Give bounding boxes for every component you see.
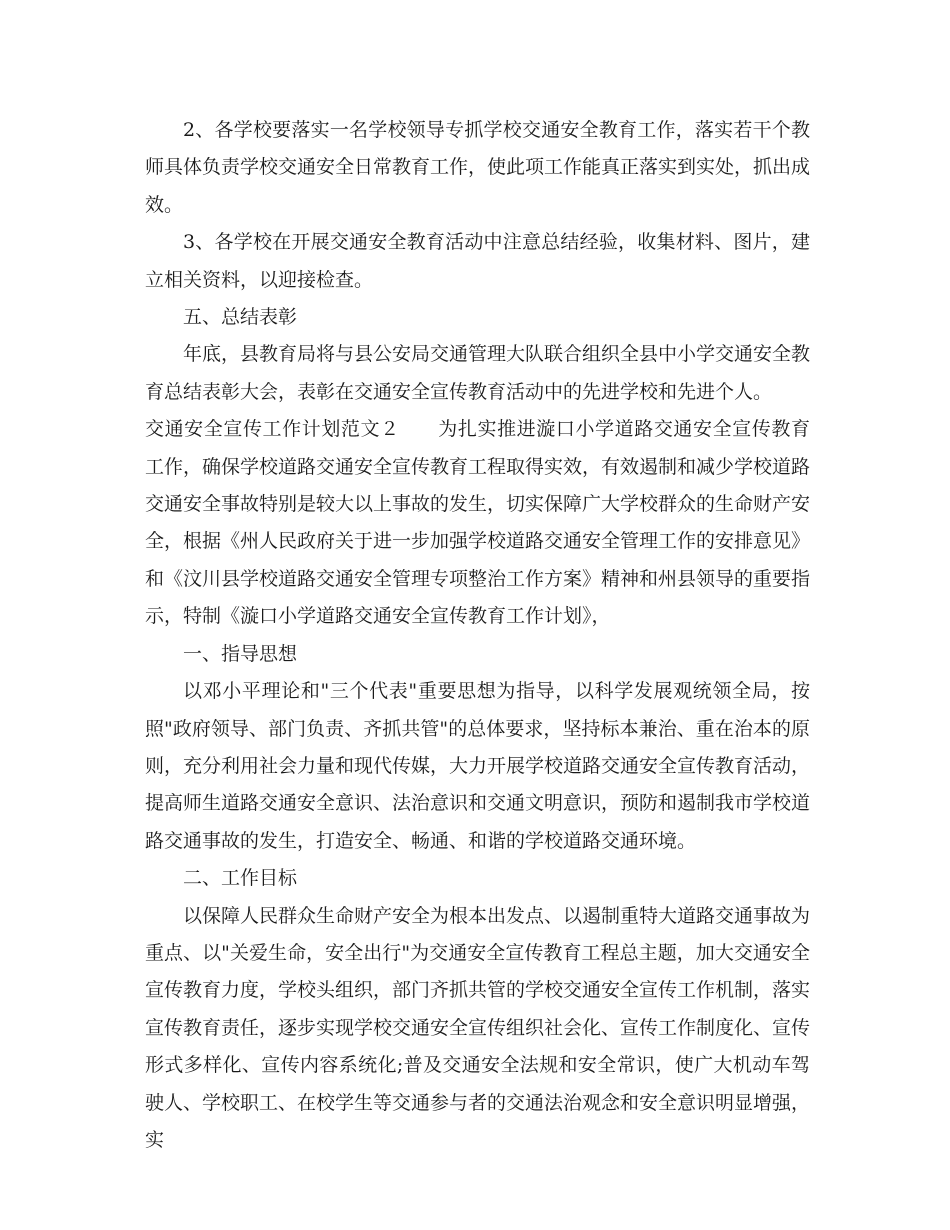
paragraph-plan-intro	[145, 411, 810, 635]
paragraph-item-2: 2、各学校要落实一名学校领导专抓学校交通安全教育工作，落实若干个教师具体负责学校交通安全日常教育工作，使此项工作能真正落实到实处，抓出成效。	[145, 119, 811, 216]
plan-title: 交通安全宣传工作计划范文２	[145, 418, 400, 441]
paragraph-guiding-ideology: 以邓小平理论和"三个代表"重要思想为指导，以科学发展观统领全局，按照"政府领导、部门负责、齐抓共管"的总体要求，坚持标本兼治、重在治本的原则，充分利用社会力量和现代传媒，大力开展学校道路交通安全宣传教育活动，提高师生道路交通安全意识、法治意识和交通文明意识，预防和遏制我市学校道路交通事故的发生，打造安全、畅通、和谐的学校道路交通环境。	[145, 680, 811, 852]
paragraph-item-3: 3、各学校在开展交通安全教育活动中注意总结经验，收集材料、图片，建立相关资料，以迎接检查。	[145, 231, 810, 291]
section-heading-work-goals: 二、工作目标	[183, 867, 298, 890]
plan-intro-text: 为扎实推进漩口小学道路交通安全宣传教育工作，确保学校道路交通安全宣传教育工程取得实效，有效遏制和减少学校道路交通安全事故特别是较大以上事故的发生，切实保障广大学校群众的生命财产安全，根据《州人民政府关于进一步加强学校道路交通安全管理工作的安排意见》和《汶川县学校道路交通安全管理专项整治工作方案》精神和州县领导的重要指示，特制《漩口小学道路交通安全宣传教育工作计划》，	[145, 418, 811, 628]
paragraph-work-goals: 以保障人民群众生命财产安全为根本出发点、以遏制重特大道路交通事故为重点、以"关爱生命，安全出行"为交通安全宣传教育工程总主题，加大交通安全宣传教育力度，学校头组织，部门齐抓共管的学校交通安全宣传工作机制，落实宣传教育责任，逐步实现学校交通安全宣传组织社会化、宣传工作制度化、宣传形式多样化、宣传内容系统化;普及交通安全法规和安全常识，使广大机动车驾驶人、学校职工、在校学生等交通参与者的交通法治观念和安全意识明显增强，实	[145, 904, 811, 1151]
section-heading-summary: 五、总结表彰	[183, 306, 298, 329]
document-body	[145, 112, 810, 1159]
paragraph-commendation: 年底，县教育局将与县公安局交通管理大队联合组织全县中小学交通安全教育总结表彰大会，表彰在交通安全宣传教育活动中的先进学校和先进个人。	[145, 343, 811, 403]
section-heading-guiding-ideology: 一、指导思想	[183, 642, 298, 665]
